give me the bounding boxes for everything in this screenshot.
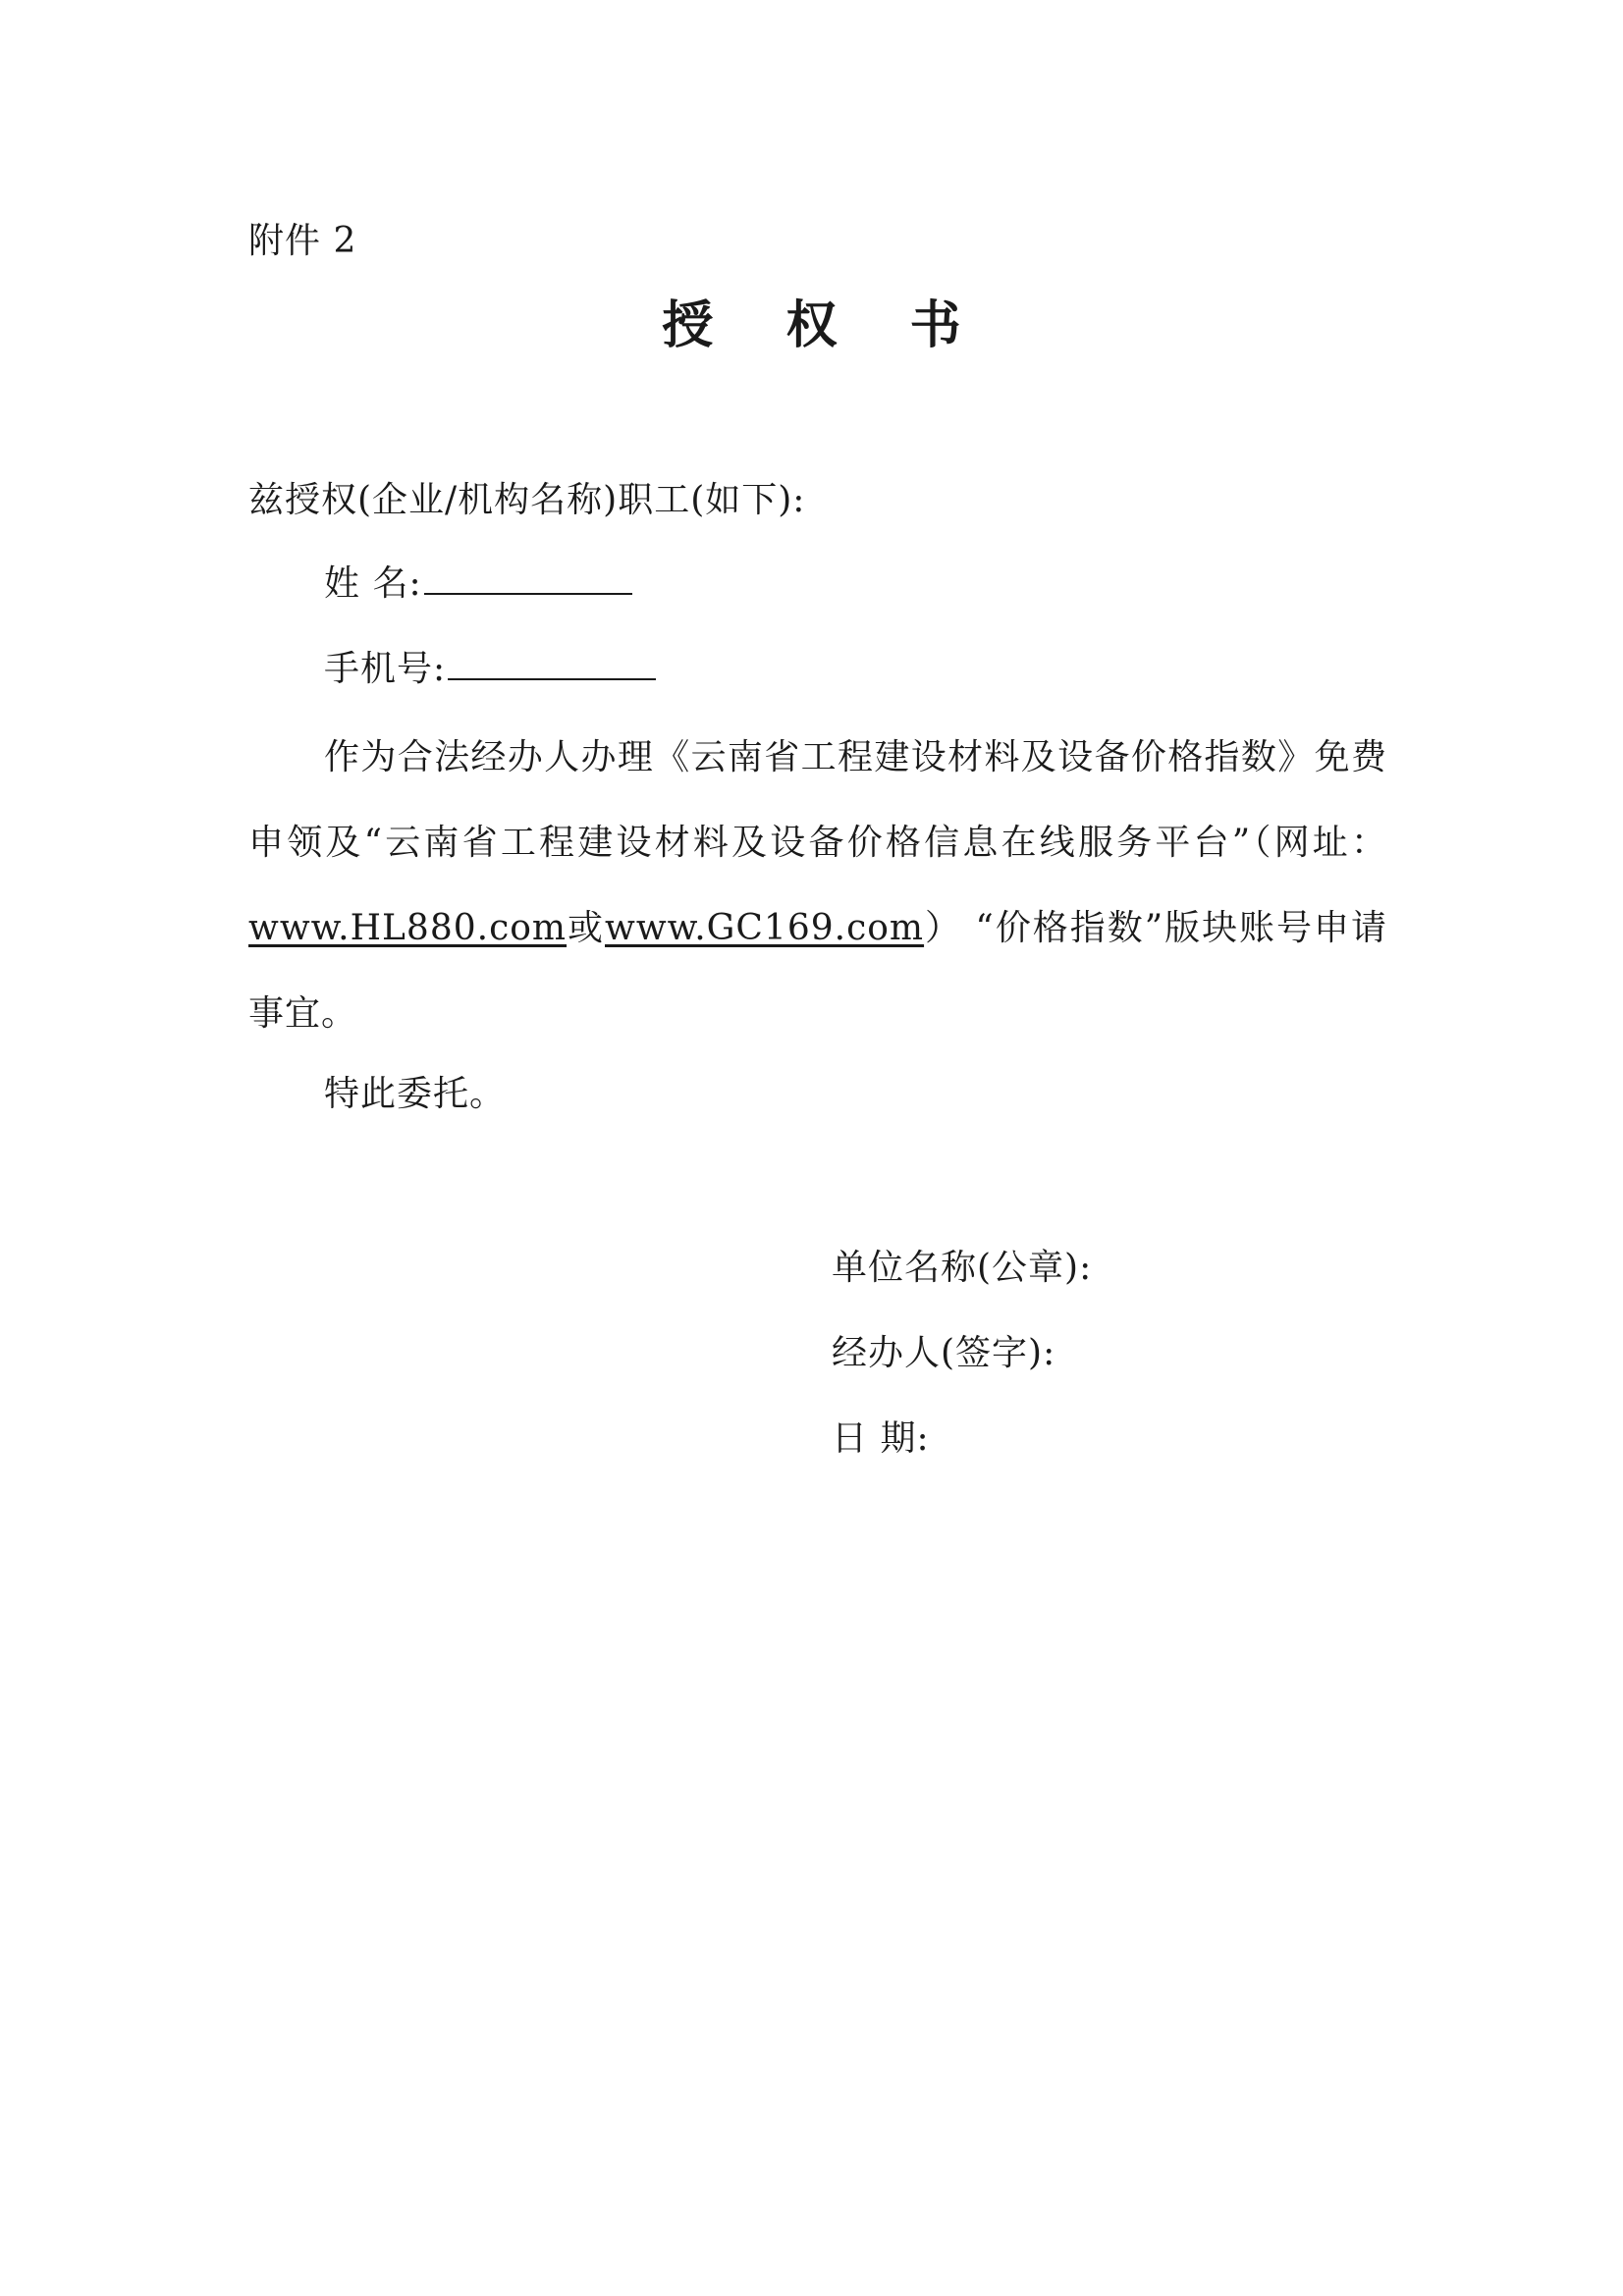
intro-text: 兹授权(企业/机构名称)职工(如下): [248,480,806,520]
body-text-part2: 或 [567,908,606,948]
url-hl880-link[interactable]: www.HL880.com [248,908,568,948]
company-seal-label: 单位名称(公章): [832,1248,1093,1288]
body-text-part3: ） “价格指数”版块账号申请事宜。 [248,908,1387,1034]
url-gc169-link[interactable]: www.GC169.com [605,908,925,948]
date-label: 日 期: [832,1418,930,1459]
attachment-label: 附件 2 [248,221,357,261]
name-blank-line [424,563,632,595]
agent-signature-label: 经办人(签字): [832,1333,1056,1373]
phone-label: 手机号: [324,649,447,689]
body-text-part1: 作为合法经办人办理《云南省工程建设材料及设备价格指数》免费申领及“云南省工程建设材料及设备价格信息在线服务平台”（网址： [248,737,1387,863]
document-title: 授 权 书 [662,295,989,355]
name-field [324,562,632,606]
phone-field [324,648,656,691]
name-label: 姓 名: [324,563,422,604]
body-paragraph [248,715,1387,1056]
closing-text: 特此委托。 [324,1074,507,1114]
phone-blank-line [448,649,656,680]
